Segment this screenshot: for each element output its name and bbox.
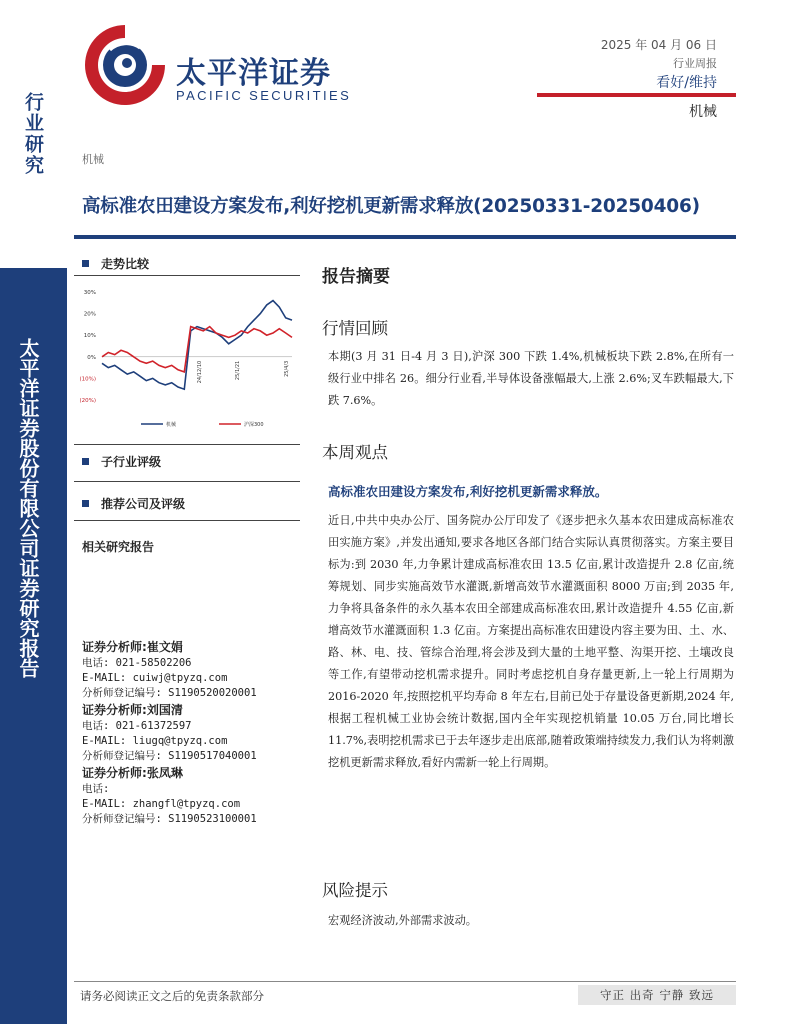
brand-name-en: PACIFIC SECURITIES xyxy=(176,88,352,103)
y-tick-label: (20%) xyxy=(79,398,96,404)
report-date: 2025 年 04 月 06 日 xyxy=(600,38,717,52)
sidebar-company-report: 太平洋证券股份有限公司证券研究报告 xyxy=(16,338,40,678)
bullet-square-icon xyxy=(82,260,89,267)
analyst-role: 证券分析师: xyxy=(82,766,147,780)
sidebar-top xyxy=(0,0,67,268)
analyst-email: E-MAIL: zhangfl@tpyzq.com xyxy=(82,798,241,810)
brand-name-cn: 太平洋证券 xyxy=(176,56,331,91)
analyst-phone: 电话: 021-61372597 xyxy=(82,720,192,732)
recommend-heading xyxy=(82,495,185,512)
summary-heading: 报告摘要 xyxy=(322,267,390,287)
analyst-name: 刘国清 xyxy=(146,703,183,717)
view-subheading: 高标准农田建设方案发布,利好挖机更新需求释放。 xyxy=(328,484,608,499)
breadcrumb: 机械 xyxy=(82,153,104,166)
page-title: 高标准农田建设方案发布,利好挖机更新需求释放(20250331-20250406) xyxy=(82,196,700,217)
analyst-name: 崔文娟 xyxy=(146,640,183,654)
recommend-heading-label: 推荐公司及评级 xyxy=(101,497,186,511)
recommend-divider xyxy=(74,520,300,521)
y-tick-label: 10% xyxy=(83,333,96,340)
industry-name: 机械 xyxy=(689,104,717,120)
trend-heading-label: 走势比较 xyxy=(101,257,150,271)
report-type: 行业周报 xyxy=(673,57,717,70)
analyst-registration: 分析师登记编号: S1190520020001 xyxy=(82,687,257,699)
analyst-registration: 分析师登记编号: S1190523100001 xyxy=(82,813,257,825)
market-review-text: 本期(3 月 31 日-4 月 3 日),沪深 300 下跌 1.4%,机械板块下跌 2.8%,在所有一级行业中排名 26。细分行业看,半导体设备涨幅最大,上涨 2.6%;叉车跌幅最大,下跌 7.6%。 xyxy=(328,350,734,407)
view-heading: 本周观点 xyxy=(322,443,388,462)
footer-motto: 守正 出奇 宁静 致远 xyxy=(578,985,736,1005)
x-tick-label: 24/12/10 xyxy=(196,360,203,384)
trend-divider xyxy=(74,275,300,276)
y-tick-label: 20% xyxy=(83,311,96,318)
analyst-registration: 分析师登记编号: S1190517040001 xyxy=(82,750,257,762)
sidebar xyxy=(0,0,67,1024)
related-heading: 相关研究报告 xyxy=(82,540,155,554)
view-text: 近日,中共中央办公厅、国务院办公厅印发了《逐步把永久基本农田建成高标准农田实施方案》,并发出通知,要求各地区各部门结合实际认真贯彻落实。方案主要目标为:到 2030 年,力争累计建成高标准农田 13.5 亿亩,累计改造提升 2.8 亿亩,统筹规划、同步实施高效节水灌溉,新增高效节水灌溉面积 8000 万亩;到 2035 年,力争将具备条件的永久基本农田全部建成高标准农田,累计改造提升 4.55 亿亩,新增高效节水灌溉面积 1.3 亿亩。方案提出高标准农田建设内容主要为田、土、水、路、林、电、技、管综合治理,将会涉及到大量的土地平整、沟渠开挖、土壤改良等工作,有望带动挖机需求提升。同时考虑挖机自身存量更新,上一轮上行周期为 2016-2020 年,按照挖机平均寿命 8 年左右,目前已处于存量设备更新期,2024 年,根据工程机械工业协会统计数据,国内全年实现挖机销量 10.05 万台,同比增长 11.7%,表明挖机需求已于去年逐步走出底部,随着政策端持续发力,我们认为将刺激挖机更新需求释放,看好内需新一轮上行周期。 xyxy=(328,514,734,769)
analyst-phone: 电话: 021-58502206 xyxy=(82,657,192,669)
x-tick-label: 25/4/3 xyxy=(284,360,291,377)
subindustry-heading xyxy=(82,453,161,470)
trend-heading xyxy=(82,255,149,272)
analyst-block-2 xyxy=(82,703,257,764)
footer-divider xyxy=(74,981,736,982)
subindustry-heading-label: 子行业评级 xyxy=(101,455,162,469)
footer-disclaimer: 请务必阅读正文之后的免责条款部分 xyxy=(80,989,264,1003)
trend-chart xyxy=(76,284,298,434)
risk-heading: 风险提示 xyxy=(322,881,388,900)
y-tick-label: 0% xyxy=(87,354,96,361)
y-tick-label: (10%) xyxy=(79,376,96,383)
analyst-name: 张凤琳 xyxy=(146,766,183,780)
legend-label: 机械 xyxy=(166,422,177,428)
legend-label: 沪深300 xyxy=(244,422,264,428)
subindustry-divider xyxy=(74,481,300,482)
sidebar-category: 行业研究 xyxy=(22,92,44,176)
analyst-email: E-MAIL: cuiwj@tpyzq.com xyxy=(82,672,228,684)
analyst-role: 证券分析师: xyxy=(82,640,147,654)
rating-divider xyxy=(537,93,736,97)
analyst-phone: 电话: xyxy=(82,783,110,795)
y-tick-label: 30% xyxy=(83,290,96,296)
x-tick-label: 25/1/21 xyxy=(234,360,241,381)
analyst-block-1 xyxy=(82,640,257,701)
analyst-block-3 xyxy=(82,766,257,827)
title-divider xyxy=(74,235,736,239)
industry-rating: 看好/维持 xyxy=(656,75,717,91)
brand-logo-icon xyxy=(80,20,170,110)
analyst-email: E-MAIL: liugq@tpyzq.com xyxy=(82,735,228,747)
bullet-square-icon xyxy=(82,458,89,465)
chart-bottom-divider xyxy=(74,444,300,445)
trend-chart-svg xyxy=(76,284,298,434)
risk-text: 宏观经济波动,外部需求波动。 xyxy=(328,914,477,927)
bullet-square-icon xyxy=(82,500,89,507)
analyst-role: 证券分析师: xyxy=(82,703,147,717)
market-review-heading: 行情回顾 xyxy=(322,319,388,338)
